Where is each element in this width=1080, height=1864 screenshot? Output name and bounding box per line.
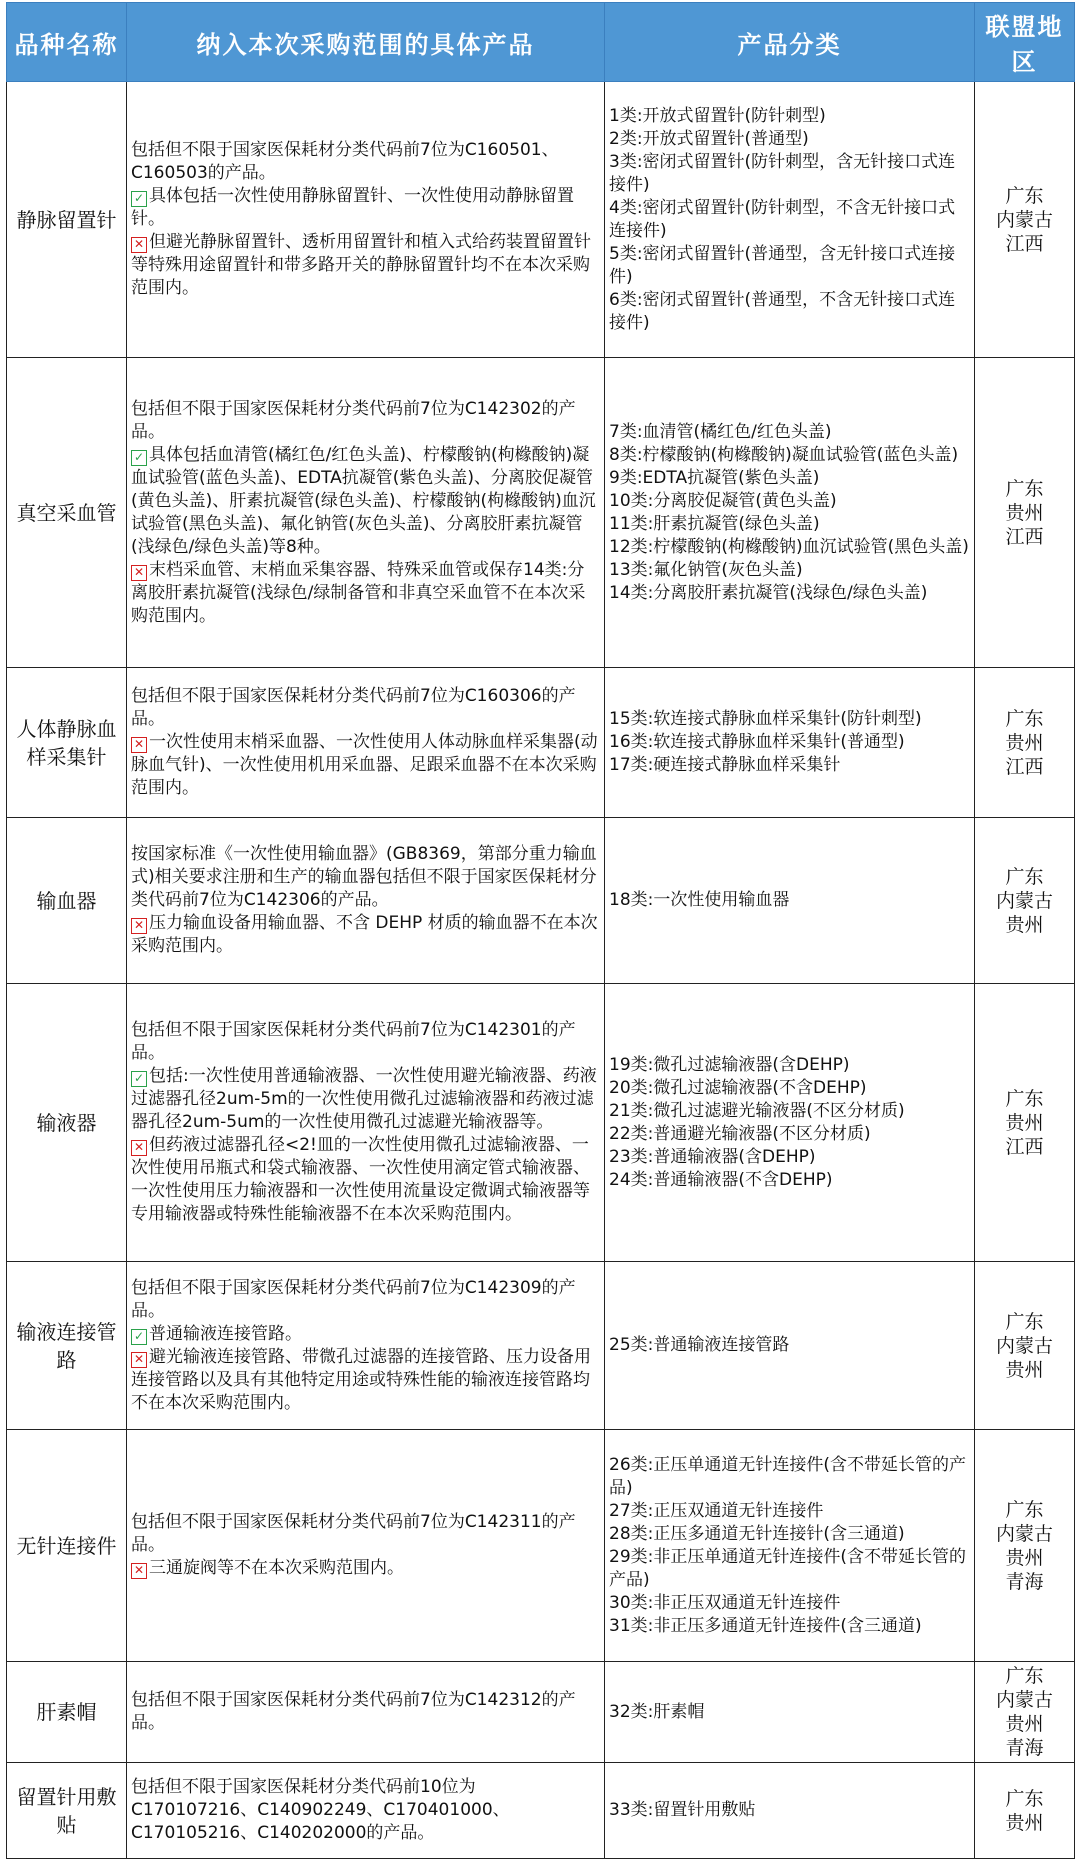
product-description-text: 但药液过滤器孔径<2!皿的一次性使用微孔过滤输液器、一次性使用吊瓶式和袋式输液器、一次性使用滴定管式输液器、一次性使用压力输液器和一次性使用流量设定微调式输液器等专用输液器或特殊性能输液器不在本次采购范围内。 [131,1135,590,1224]
category-item: 5类:密闭式留置针(普通型，含无针接口式连接件) [609,243,956,287]
product-description-text: 包括但不限于国家医保耗材分类代码前7位为C160306的产品。 [131,686,576,729]
region-name: 广东 [1005,707,1044,730]
alliance-region-cell [975,818,1075,984]
cross-box-icon: ✕ [131,237,147,253]
product-description-text: 但避光静脉留置针、透析用留置针和植入式给药装置留置针等特殊用途留置针和带多路开关的静脉留置针均不在本次采购范围内。 [131,232,591,298]
product-category-cell [605,818,975,984]
alliance-region-cell [975,1262,1075,1430]
region-name: 贵州 [1005,1713,1044,1735]
category-item: 4类:密闭式留置针(防针刺型，不含无针接口式连接件) [609,197,956,241]
header-alliance-region: 联盟地区 [975,3,1075,82]
region-name: 贵州 [1005,1546,1044,1569]
region-name: 广东 [1005,1665,1044,1687]
cross-box-icon: ✕ [131,1140,147,1156]
included-products-cell [127,1262,605,1430]
region-name: 贵州 [1005,1358,1044,1381]
region-name: 内蒙古 [995,1689,1053,1711]
product-description-paragraph [131,1776,600,1845]
variety-name-cell: 人体静脉血样采集针 [7,668,127,818]
product-description-paragraph [131,139,600,185]
included-products-cell [127,818,605,984]
product-description-paragraph [131,1277,600,1323]
category-item: 21类:微孔过滤避光输液器(不区分材质) [609,1100,905,1121]
product-description-text: 包括:一次性使用普通输液器、一次性使用避光输液器、药液过滤器孔径2um-5m的一次性使用微孔过滤输液器和药液过滤器孔径2um-5um的一次性使用微孔过滤避光输液器等。 [131,1066,597,1132]
alliance-region-cell [975,1763,1075,1859]
category-item: 14类:分离胶肝素抗凝管(浅绿色/绿色头盖) [609,582,928,603]
product-description-paragraph [131,398,600,444]
product-description-paragraph [131,1019,600,1065]
check-box-icon: ✓ [131,1071,147,1087]
product-description-paragraph [131,685,600,731]
product-description-text: 包括但不限于国家医保耗材分类代码前7位为C160501、C160503的产品。 [131,140,559,183]
category-item: 25类:普通输液连接管路 [609,1335,790,1355]
region-name: 贵州 [1005,731,1044,754]
region-name: 青海 [1005,1570,1044,1593]
product-description-paragraph [131,559,600,628]
product-description-paragraph [131,1511,600,1557]
procurement-table [6,2,1075,1859]
region-name: 广东 [1005,184,1044,207]
included-products-cell [127,358,605,668]
category-item: 17类:硬连接式静脉血样采集针 [609,755,841,775]
product-description-text: 压力输血设备用输血器、不含 DEHP 材质的输血器不在本次采购范围内。 [131,913,598,956]
cross-box-icon: ✕ [131,737,147,753]
category-item: 1类:开放式留置针(防针刺型) [609,105,826,126]
alliance-region-cell [975,1662,1075,1763]
included-products-cell [127,1763,605,1859]
variety-name-cell: 输液连接管路 [7,1262,127,1430]
product-description-paragraph [131,912,600,958]
product-description-paragraph [131,731,600,800]
alliance-region-cell [975,984,1075,1262]
category-item: 23类:普通输液器(含DEHP) [609,1146,816,1167]
category-item: 30类:非正压双通道无针连接件 [609,1592,841,1613]
product-description-text: 避光输液连接管路、带微孔过滤器的连接管路、压力设备用连接管路以及具有其他特定用途或特殊性能的输液连接管路均不在本次采购范围内。 [131,1346,591,1413]
region-name: 广东 [1005,1498,1044,1521]
table-row [7,1430,1075,1662]
header-included-products: 纳入本次采购范围的具体产品 [127,3,605,82]
category-item: 11类:肝素抗凝管(绿色头盖) [609,513,820,534]
category-item: 26类:正压单通道无针连接件(含不带延长管的产品) [609,1454,966,1498]
region-name: 江西 [1005,525,1044,548]
region-name: 贵州 [1005,913,1044,936]
category-item: 13类:氟化钠管(灰色头盖) [609,559,803,580]
table-row [7,818,1075,984]
region-name: 青海 [1005,1737,1044,1759]
cross-box-icon: ✕ [131,918,147,934]
region-name: 广东 [1005,1087,1044,1110]
category-item: 29类:非正压单通道无针连接件(含不带延长管的产品) [609,1546,966,1590]
product-description-text: 具体包括一次性使用静脉留置针、一次性使用动静脉留置针。 [131,186,574,229]
category-item: 10类:分离胶促凝管(黄色头盖) [609,490,837,511]
product-description-paragraph [131,444,600,559]
category-item: 2类:开放式留置针(普通型) [609,128,809,149]
product-description-paragraph [131,1557,600,1580]
region-name: 江西 [1005,1135,1044,1158]
product-description-text: 包括但不限于国家医保耗材分类代码前7位为C142311的产品。 [131,1512,576,1555]
table-row [7,1662,1075,1763]
variety-name-cell: 输液器 [7,984,127,1262]
product-category-cell [605,984,975,1262]
region-name: 江西 [1005,755,1044,778]
included-products-cell [127,1662,605,1763]
variety-name-cell: 留置针用敷贴 [7,1763,127,1859]
product-description-paragraph [131,843,600,912]
included-products-cell [127,1430,605,1662]
included-products-cell [127,82,605,358]
product-description-text: 末档采血管、末梢血采集容器、特殊采血管或保存14类:分离胶肝素抗凝管(浅绿色/绿制备管和非真空采血管不在本次采购范围内。 [131,559,586,626]
product-description-text: 三通旋阀等不在本次采购范围内。 [149,1558,404,1578]
category-item: 15类:软连接式静脉血样采集针(防针刺型) [609,709,922,729]
product-category-cell [605,1662,975,1763]
product-description-text: 包括但不限于国家医保耗材分类代码前7位为C142309的产品。 [131,1277,576,1321]
alliance-region-cell [975,1430,1075,1662]
product-description-paragraph [131,231,600,300]
product-description-paragraph [131,1134,600,1226]
region-name: 广东 [1005,865,1044,888]
check-box-icon: ✓ [131,191,147,207]
category-item: 24类:普通输液器(不含DEHP) [609,1169,833,1190]
product-category-cell [605,82,975,358]
category-item: 3类:密闭式留置针(防针刺型，含无针接口式连接件) [609,151,956,195]
cross-box-icon: ✕ [131,565,147,581]
product-category-cell [605,1262,975,1430]
product-description-text: 包括但不限于国家医保耗材分类代码前10位为C170107216、C140902249、C170401000、C170105216、C140202000的产品。 [131,1777,510,1843]
table-header-row [7,3,1075,82]
category-item: 16类:软连接式静脉血样采集针(普通型) [609,732,905,752]
variety-name-cell: 输血器 [7,818,127,984]
product-description-paragraph [131,185,600,231]
category-item: 32类:肝素帽 [609,1701,705,1722]
product-category-cell [605,358,975,668]
product-description-paragraph [131,1346,600,1415]
check-box-icon: ✓ [131,450,147,466]
included-products-cell [127,984,605,1262]
category-item: 7类:血清管(橘红色/红色头盖) [609,421,832,442]
region-name: 内蒙古 [995,1522,1053,1545]
product-description-text: 包括但不限于国家医保耗材分类代码前7位为C142301的产品。 [131,1020,576,1063]
product-description-text: 普通输液连接管路。 [149,1323,302,1344]
category-item: 6类:密闭式留置针(普通型，不含无针接口式连接件) [609,289,956,333]
product-description-text: 包括但不限于国家医保耗材分类代码前7位为C142312的产品。 [131,1690,576,1733]
region-name: 贵州 [1005,1111,1044,1134]
table-row [7,668,1075,818]
variety-name-cell: 无针连接件 [7,1430,127,1662]
region-name: 贵州 [1005,1811,1044,1834]
category-item: 20类:微孔过滤输液器(不含DEHP) [609,1077,867,1098]
region-name: 江西 [1005,232,1044,255]
category-item: 22类:普通避光输液器(不区分材质) [609,1123,871,1144]
product-description-paragraph [131,1689,600,1735]
check-box-icon: ✓ [131,1329,147,1345]
product-description-paragraph [131,1065,600,1134]
alliance-region-cell [975,358,1075,668]
variety-name-cell: 真空采血管 [7,358,127,668]
table-row [7,358,1075,668]
category-item: 33类:留置针用敷贴 [609,1800,756,1820]
alliance-region-cell [975,82,1075,358]
region-name: 广东 [1005,1787,1044,1810]
region-name: 内蒙古 [995,208,1053,231]
table-row [7,1262,1075,1430]
region-name: 内蒙古 [995,889,1053,912]
category-item: 12类:柠檬酸钠(枸橼酸钠)血沉试验管(黑色头盖) [609,536,969,557]
product-category-cell [605,1763,975,1859]
product-description-paragraph [131,1323,600,1346]
header-variety-name: 品种名称 [7,3,127,82]
category-item: 28类:正压多通道无针连接针(含三通道) [609,1523,905,1544]
category-item: 9类:EDTA抗凝管(紫色头盖) [609,467,820,488]
region-name: 广东 [1005,477,1044,500]
category-item: 19类:微孔过滤输液器(含DEHP) [609,1054,850,1075]
region-name: 贵州 [1005,501,1044,524]
category-item: 31类:非正压多通道无针连接件(含三通道) [609,1615,922,1636]
product-description-text: 按国家标准《一次性使用输血器》(GB8369，第部分重力输血式)相关要求注册和生产的输血器包括但不限于国家医保耗材分类代码前7位为C142306的产品。 [131,844,597,910]
region-name: 广东 [1005,1310,1044,1333]
table-row [7,1763,1075,1859]
table-row [7,82,1075,358]
variety-name-cell: 肝素帽 [7,1662,127,1763]
table-row [7,984,1075,1262]
included-products-cell [127,668,605,818]
variety-name-cell: 静脉留置针 [7,82,127,358]
header-product-category: 产品分类 [605,3,975,82]
product-category-cell [605,668,975,818]
product-description-text: 具体包括血清管(橘红色/红色头盖)、柠檬酸钠(枸橼酸钠)凝血试验管(蓝色头盖)、EDTA抗凝管(紫色头盖)、分离胶促凝管(黄色头盖)、肝素抗凝管(绿色头盖)、柠檬酸钠(枸橼酸钠)血沉试验管(黑色头盖)、氟化钠管(灰色头盖)、分离胶肝素抗凝管(浅绿色/绿色头盖)等8种。 [131,444,596,557]
category-item: 18类:一次性使用输血器 [609,890,790,910]
product-description-text: 一次性使用末梢采血器、一次性使用人体动脉血样采集器(动脉血气针)、一次性使用机用采血器、足跟采血器不在本次采购范围内。 [131,732,598,798]
category-item: 27类:正压双通道无针连接件 [609,1500,824,1521]
alliance-region-cell [975,668,1075,818]
category-item: 8类:柠檬酸钠(枸橼酸钠)凝血试验管(蓝色头盖) [609,444,959,465]
region-name: 内蒙古 [995,1334,1053,1357]
cross-box-icon: ✕ [131,1352,147,1368]
product-description-text: 包括但不限于国家医保耗材分类代码前7位为C142302的产品。 [131,398,576,442]
product-category-cell [605,1430,975,1662]
cross-box-icon: ✕ [131,1563,147,1579]
